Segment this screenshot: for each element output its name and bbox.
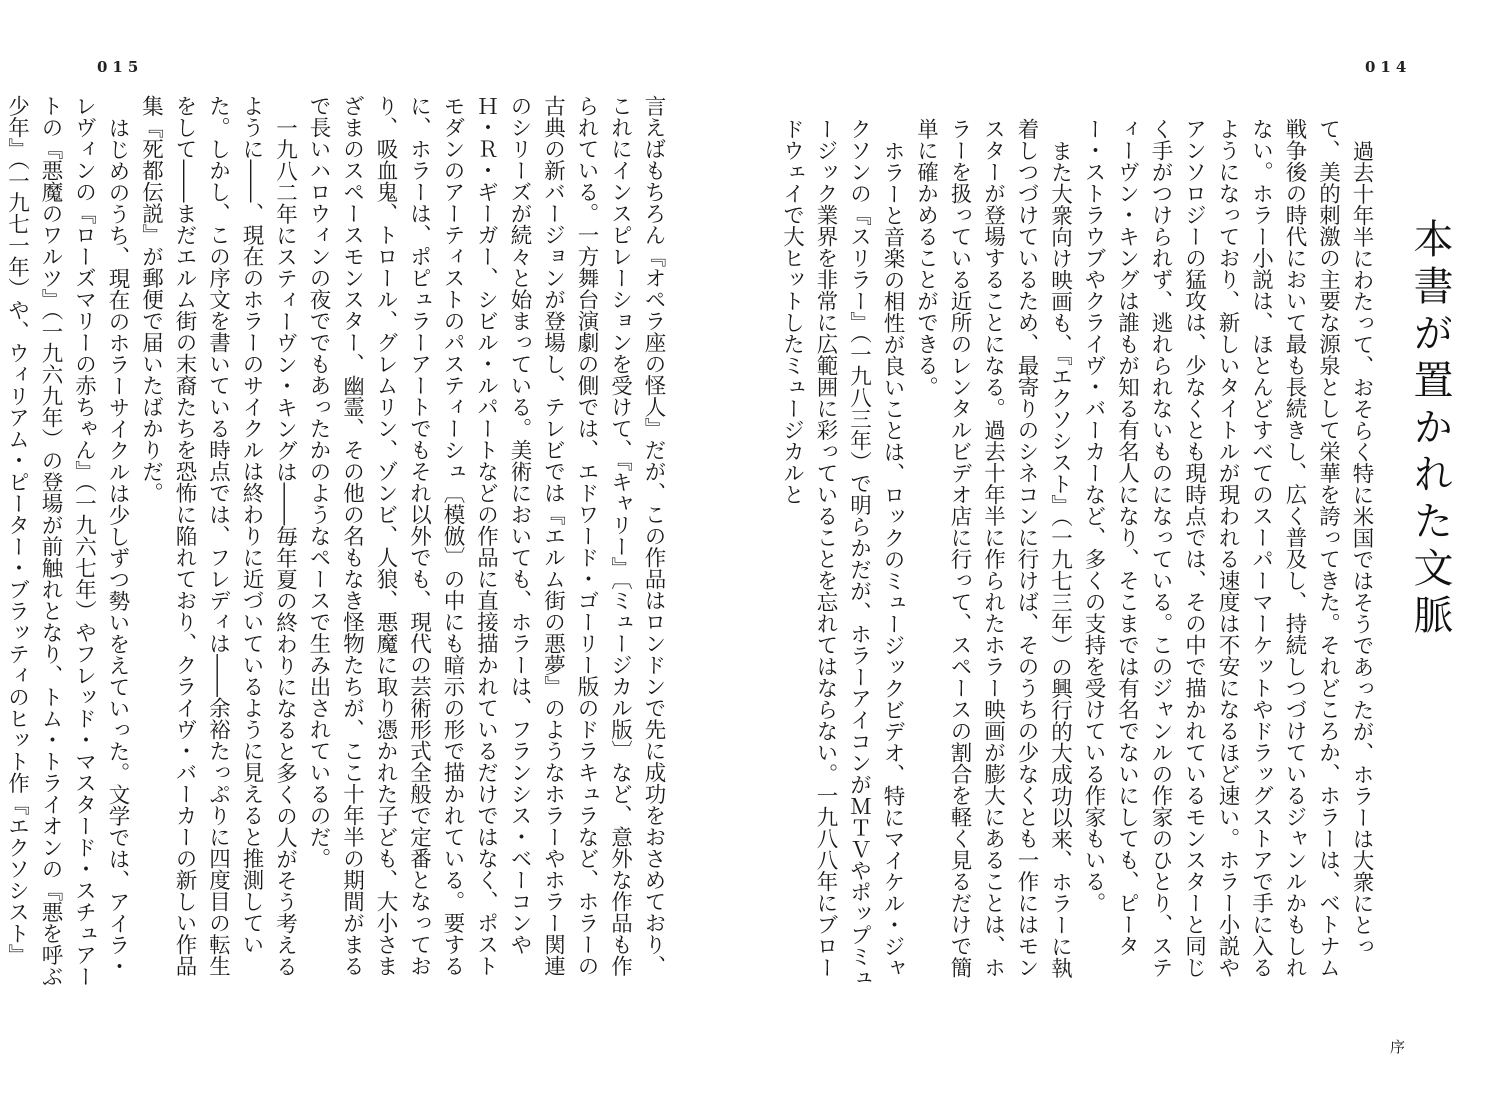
section-label: 序 [1390, 1038, 1406, 1056]
paragraph: 一九八二年にスティーヴン・キングは――毎年夏の終わりになると多くの人がそう考えるように――、現在のホラーのサイクルは終わりに近づいているように見えると推測していた。しかし、この序文を書いている時点では、フレディは――余裕たっぷりに四度目の転生をして――まだエルム街の末裔たちを恐怖に陥れており、クライヴ・バーカーの新しい作品集『死都伝説』が郵便で届いたばかりだ。 [138, 95, 298, 977]
paragraph: 過去十年半にわたって、おそらく特に米国ではそうであったが、ホラーは大衆にとって、美的刺激の主要な源泉として栄華を誇ってきた。それどころか、ホラーは、ベトナム戦争後の時代において最も長続きし、広く普及し、持続しつづけているジャンルかもしれない。ホラー小説は、ほとんどすべてのスーパーマーケットやドラッグストアで手に入るようになっており、新しいタイトルが現われる速度は不安になるほど速い。ホラー小説やアンソロジーの猛攻は、少なくとも現時点では、その中で描かれているモンスターと同じく手がつけられず、逃れられないものになっている。このジャンルの作家のひとり、スティーヴン・キングは誰もが知る有名人になり、そこまでは有名でないにしても、ピーター・ストラウブやクライヴ・バーカーなど、多くの支持を受けている作家もいる。 [1081, 118, 1374, 978]
paragraph: ホラーと音楽の相性が良いことは、ロックのミュージックビデオ、特にマイケル・ジャクソンの『スリラー』（一九八三年）で明らかだが、ホラーアイコンがＭＴＶやポップミュージック業界を非常に広範囲に彩っていることを忘れてはならない。一九八八年にブロードウェイで大ヒットしたミュージカルと [779, 118, 905, 989]
page-number-left: 015 [97, 58, 144, 76]
paragraph: また大衆向け映画も、『エクソシスト』（一九七三年）の興行的大成功以来、ホラーに執着しつづけているため、最寄りのシネコンに行けば、そのうちの少なくとも一作にはモンスターが登場することになる。過去十年半に作られたホラー映画が膨大にあることは、ホラーを扱っている近所のレンタルビデオ店に行って、スペースの割合を軽く見るだけで簡単に確かめることができる。 [913, 118, 1073, 978]
paragraph: 言えばもちろん『オペラ座の怪人』だが、この作品はロンドンで先に成功をおさめており、これにインスピレーションを受けて、『キャリー』〔ミュージカル版〕など、意外な作品も作られている。一方舞台演劇の側では、エドワード・ゴーリー版のドラキュラなど、ホラーの古典の新バージョンが登場し、テレビでは『エルム街の悪夢』のようなホラーやホラー関連のシリーズが続々と始まっている。美術においても、ホラーは、フランシス・ベーコンやＨ・Ｒ・ギーガー、シビル・ルパートなどの作品に直接描かれているだけではなく、ポストモダンのアーティストのパスティーシュ〔模倣〕の中にも暗示の形で描かれている。要するに、ホラーは、ポピュラーアートでもそれ以外でも、現代の芸術形式全般で定番となっており、吸血鬼、トロール、グレムリン、ゾンビ、人狼、悪魔に取り憑かれた子ども、大小さまざまのスペースモンスター、幽霊、その他の名もなき怪物たちが、ここ十年半の期間がまるで長いハロウィンの夜ででもあったかのようなペースで生み出されているのだ。 [306, 95, 666, 977]
page-number-right: 014 [1365, 58, 1412, 76]
chapter-title: 本書が置かれた文脈 [1407, 218, 1453, 641]
left-page-text [4, 95, 670, 995]
paragraph: はじめのうち、現在のホラーサイクルは少しずつ勢いをえていった。文学では、アイラ・レヴィンの『ローズマリーの赤ちゃん』（一九六七年）やフレッド・マスタード・スチュアートの『悪魔のワルツ』（一九六九年）の登場が前触れとなり、トム・トライオンの『悪を呼ぶ少年』（一九七一年）や、ウィリアム・ピーター・ブラッティのヒット作『エクソシスト』 [4, 95, 130, 988]
right-page-text [779, 118, 1378, 998]
